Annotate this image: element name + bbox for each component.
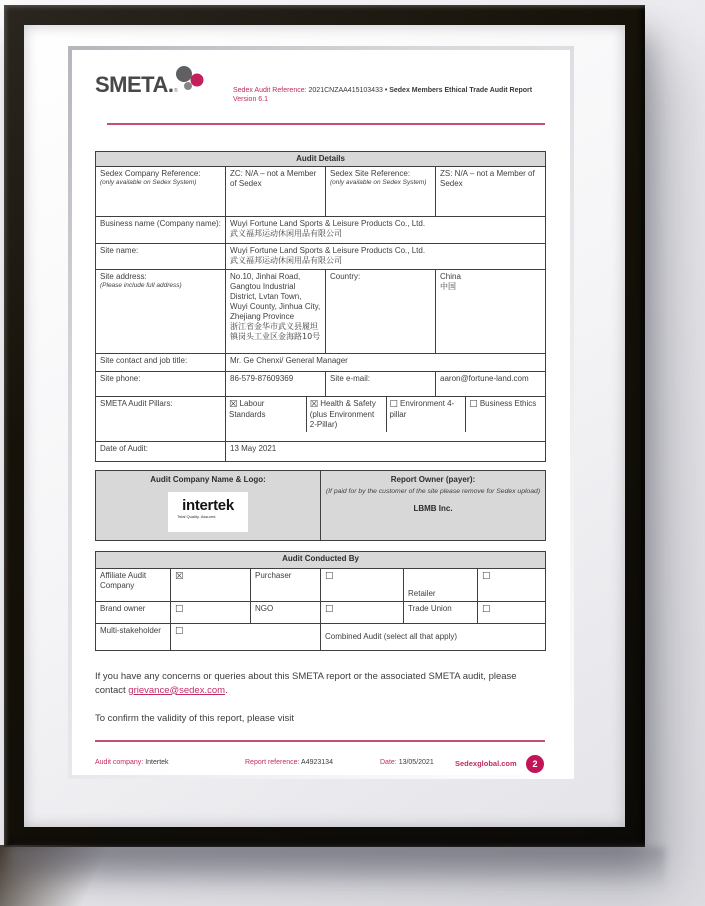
page-footer xyxy=(95,755,545,775)
site-phone-value: 86-579-87609369 xyxy=(226,372,326,397)
report-title: Sedex Members Ethical Trade Audit Report xyxy=(389,87,533,94)
sedex-company-ref-note: (only available on Sedex System) xyxy=(100,179,197,186)
purchaser-checkbox-cell xyxy=(321,569,404,602)
checkbox-empty-icon: ☐ xyxy=(325,571,334,582)
site-address-note: (Please include full address) xyxy=(100,282,182,289)
report-owner-cell xyxy=(321,471,546,541)
footer-report-reference xyxy=(245,759,333,766)
footer-audit-company-value: Intertek xyxy=(145,759,169,767)
combined-audit-label: Combined Audit (select all that apply) xyxy=(321,624,546,651)
conducted-by-title: Audit Conducted By xyxy=(96,552,546,569)
pillars-label: SMETA Audit Pillars: xyxy=(96,397,226,442)
checkbox-checked-icon: ☒ xyxy=(229,399,238,410)
site-name-label: Site name: xyxy=(96,244,226,270)
smeta-logo-text: SMETA xyxy=(95,72,168,97)
footer-divider xyxy=(95,740,545,742)
report-reference-line xyxy=(233,86,545,104)
separator-bullet: • xyxy=(384,87,388,94)
checkbox-empty-icon: ☐ xyxy=(389,399,399,410)
checkbox-empty-icon: ☐ xyxy=(175,604,184,615)
pillar-ethics-label: Business Ethics xyxy=(479,399,537,408)
purchaser-label: Purchaser xyxy=(251,569,321,602)
checkbox-empty-icon: ☐ xyxy=(482,571,491,582)
pillar-health-label: Health & Safety (plus Environment 2-Pillar) xyxy=(309,399,376,429)
sedexglobal-link[interactable]: Sedexglobal.com xyxy=(455,759,517,769)
business-name-value xyxy=(226,217,546,244)
ngo-checkbox-cell xyxy=(321,602,404,624)
site-email-label: Site e-mail: xyxy=(326,372,436,397)
business-name-cn: 武义福邦运动休闲用品有限公司 xyxy=(230,229,342,238)
sedex-company-ref-cell xyxy=(96,167,226,217)
footer-report-ref-value: A4923134 xyxy=(301,759,333,767)
audit-reference-value: 2021CNZAA415103433 xyxy=(308,87,383,94)
pillar-health-safety xyxy=(306,397,386,432)
checkbox-empty-icon: ☐ xyxy=(469,399,478,410)
footer-report-ref-label: Report reference: xyxy=(245,759,300,767)
site-name-cn: 武义福邦运动休闲用品有限公司 xyxy=(230,256,342,265)
multi-stakeholder-checkbox-cell xyxy=(171,624,321,651)
audit-company-label: Audit Company Name & Logo: xyxy=(150,475,266,484)
footer-date-value: 13/05/2021 xyxy=(398,759,434,767)
intertek-tagline: Total Quality. Assured. xyxy=(177,514,217,519)
audit-reference-label: Sedex Audit Reference: xyxy=(233,87,307,94)
site-name-en: Wuyi Fortune Land Sports & Leisure Products Co., Ltd. xyxy=(230,246,426,255)
sedex-site-ref-label: Sedex Site Reference: xyxy=(330,169,411,178)
trade-union-label: Trade Union xyxy=(404,602,478,624)
zs-value-cell: ZS: N/A – not a Member of Sedex xyxy=(436,167,546,217)
registered-mark-icon: ® xyxy=(174,88,178,94)
audit-conducted-by-table xyxy=(95,551,546,651)
grievance-paragraph xyxy=(95,670,545,698)
multi-stakeholder-label: Multi-stakeholder xyxy=(96,624,171,651)
brand-owner-checkbox-cell xyxy=(171,602,251,624)
pillar-environment-label: Environment 4-pillar xyxy=(389,399,455,419)
site-address-en: No.10, Jinhai Road, Gangtou Industrial District, Lvtan Town, Wuyi County, Jinhua City, Zhejiang Province xyxy=(230,272,321,321)
pillar-labour-standards xyxy=(226,397,306,432)
pillars-cell xyxy=(226,397,546,442)
grievance-email-link[interactable]: grievance@sedex.com xyxy=(128,684,226,696)
audit-date-value: 13 May 2021 xyxy=(226,442,546,462)
site-address-value xyxy=(226,270,326,354)
footer-date-label: Date: xyxy=(380,759,397,767)
brand-owner-label: Brand owner xyxy=(96,602,171,624)
site-phone-label: Site phone: xyxy=(96,372,226,397)
audit-company-cell xyxy=(96,471,321,541)
sedex-site-ref-note: (only available on Sedex System) xyxy=(330,179,427,186)
audit-company-table xyxy=(95,470,546,541)
site-contact-value: Mr. Ge Chenxi/ General Manager xyxy=(226,354,546,372)
header-divider xyxy=(107,123,545,125)
site-address-cn: 浙江省金华市武义县履坦镇岗头工业区金海路10号 xyxy=(230,322,321,341)
retailer-label: Retailer xyxy=(404,569,478,602)
grievance-text-after: . xyxy=(225,684,228,696)
country-cn: 中国 xyxy=(440,282,456,291)
business-name-en: Wuyi Fortune Land Sports & Leisure Products Co., Ltd. xyxy=(230,219,426,228)
retailer-checkbox-cell xyxy=(478,569,546,602)
pillar-business-ethics xyxy=(465,397,545,432)
country-en: China xyxy=(440,272,461,281)
site-address-label-cell xyxy=(96,270,226,354)
intertek-logo xyxy=(168,492,248,532)
zc-value-cell: ZC: N/A – not a Member of Sedex xyxy=(226,167,326,217)
page-number-badge: 2 xyxy=(526,755,544,773)
sedex-site-ref-cell xyxy=(326,167,436,217)
business-name-label: Business name (Company name): xyxy=(96,217,226,244)
frame-drop-shadow xyxy=(10,847,665,897)
smeta-dots-icon xyxy=(173,65,207,97)
site-email-value: aaron@fortune-land.com xyxy=(436,372,546,397)
report-owner-note: (If paid for by the customer of the site please remove for Sedex upload) xyxy=(325,488,541,495)
checkbox-empty-icon: ☐ xyxy=(175,626,184,637)
audit-details-title: Audit Details xyxy=(96,152,546,167)
report-owner-value: LBMB Inc. xyxy=(413,504,453,514)
report-version: Version 6.1 xyxy=(233,96,269,104)
audit-details-table xyxy=(95,151,546,462)
checkbox-empty-icon: ☐ xyxy=(325,604,334,615)
country-value xyxy=(436,270,546,354)
checkbox-checked-icon: ☒ xyxy=(175,571,184,582)
smeta-logo-period: . xyxy=(167,72,174,97)
document-header xyxy=(95,66,545,114)
audit-date-label: Date of Audit: xyxy=(96,442,226,462)
smeta-logo xyxy=(95,72,207,98)
sedex-company-ref-label: Sedex Company Reference: xyxy=(100,169,201,178)
smeta-report-page xyxy=(72,50,570,775)
footer-audit-company xyxy=(95,759,169,766)
ngo-label: NGO xyxy=(251,602,321,624)
checkbox-checked-icon: ☒ xyxy=(309,399,319,410)
checkbox-empty-icon: ☐ xyxy=(482,604,491,615)
affiliate-checkbox-cell xyxy=(171,569,251,602)
pillar-labour-label: Labour Standards xyxy=(229,399,266,419)
site-name-value xyxy=(226,244,546,270)
site-address-label: Site address: xyxy=(100,272,147,281)
site-contact-label: Site contact and job title: xyxy=(96,354,226,372)
report-owner-label: Report Owner (payer): xyxy=(390,475,476,484)
grievance-text-before: If you have any concerns or queries about this SMETA report or the associated SMETA audit, please contact xyxy=(95,671,517,696)
footer-date xyxy=(380,759,434,766)
intertek-logo-text: intertek xyxy=(182,497,234,514)
validity-paragraph: To confirm the validity of this report, please visit xyxy=(95,712,295,724)
affiliate-label: Affiliate Audit Company xyxy=(96,569,171,602)
country-label: Country: xyxy=(326,270,436,354)
footer-audit-company-label: Audit company: xyxy=(95,759,144,767)
trade-union-checkbox-cell xyxy=(478,602,546,624)
pillar-environment xyxy=(386,397,466,432)
